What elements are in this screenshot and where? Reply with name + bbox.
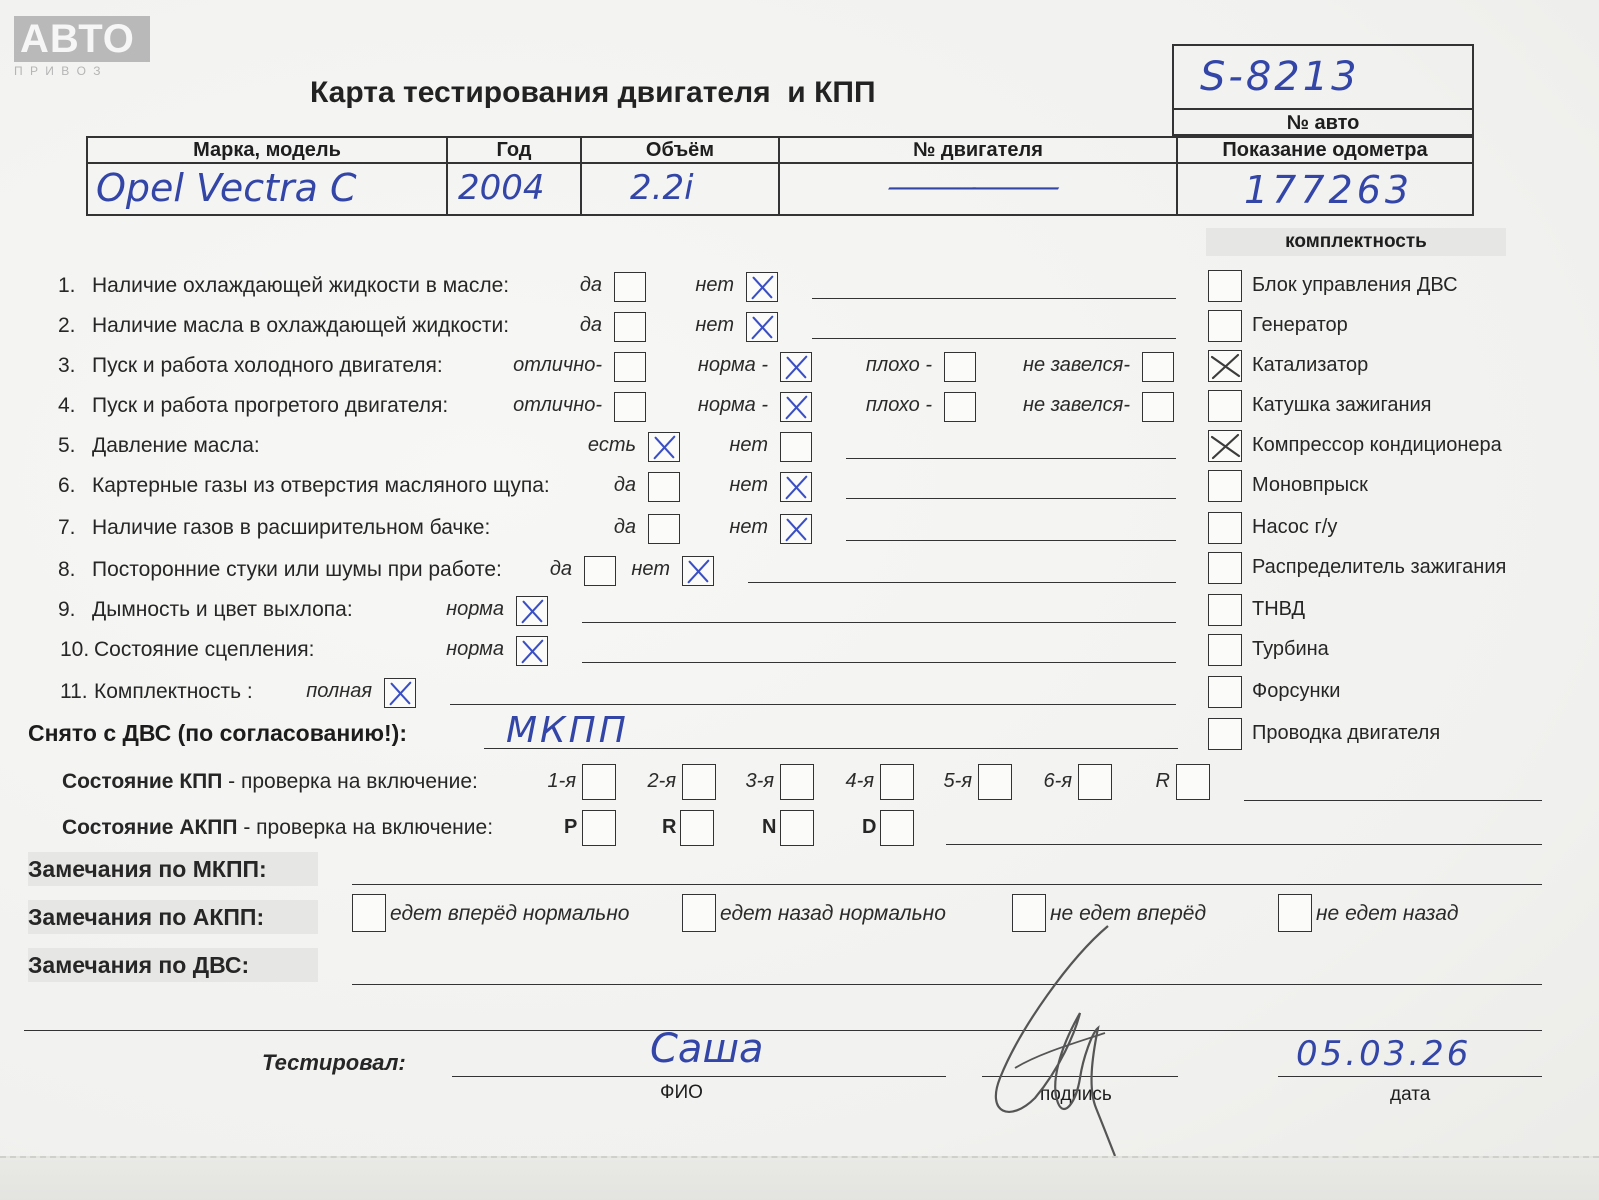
checkbox-checked[interactable] — [780, 472, 812, 502]
row-notes-line — [812, 298, 1176, 299]
row-label: Дымность и цвет выхлопа: — [92, 598, 353, 621]
row-number: 1. — [58, 274, 76, 297]
mkpp-line — [1244, 800, 1542, 801]
gear-label: 2-я — [647, 770, 676, 792]
row-label: Комплектность : — [94, 680, 253, 703]
completeness-checkbox[interactable] — [1208, 470, 1242, 502]
completeness-item-label: Распределитель зажигания — [1252, 556, 1507, 578]
akpp-remark-label: не едет назад — [1316, 902, 1459, 925]
engine-no-value: —— — [884, 170, 1051, 205]
option-label: нет — [695, 274, 734, 296]
akpp-remark-label: едет назад нормально — [720, 902, 946, 925]
row-notes-line — [846, 458, 1176, 459]
col-volume: Объём — [645, 139, 715, 161]
option-label: да — [613, 474, 636, 496]
row-notes-line — [846, 540, 1176, 541]
row-notes-line — [846, 498, 1176, 499]
test-date: 05.03.26 — [1296, 1034, 1472, 1074]
checkbox-checked[interactable] — [746, 312, 778, 342]
akpp-label — [62, 816, 493, 840]
option-label: нет — [729, 474, 768, 496]
make-model-value: Opel Vectra C — [96, 166, 357, 210]
checkbox[interactable] — [1142, 352, 1174, 382]
option-label: да — [579, 274, 602, 296]
completeness-checkbox[interactable] — [1208, 270, 1242, 302]
completeness-title: комплектность — [1206, 228, 1506, 256]
option-label: плохо - — [865, 394, 932, 416]
row-number: 10. — [60, 638, 90, 661]
volume-value: 2.2i — [630, 168, 694, 208]
row-notes-line — [748, 582, 1176, 583]
date-caption: дата — [1390, 1084, 1431, 1105]
akpp-gear-checkbox[interactable] — [780, 810, 814, 846]
option-label: отлично- — [513, 354, 602, 376]
gear-label: 5-я — [943, 770, 972, 792]
removed-value: МКПП — [506, 710, 629, 751]
name-caption: ФИО — [660, 1082, 703, 1103]
completeness-checkbox[interactable] — [1208, 594, 1242, 626]
completeness-item-label: Насос г/у — [1252, 516, 1338, 538]
row-label: Пуск и работа прогретого двигателя: — [92, 394, 449, 417]
akpp-remark-label: не едет вперёд — [1050, 902, 1207, 925]
akpp-gear-label: D — [862, 816, 877, 838]
footer-divider — [24, 1030, 1542, 1031]
vehicle-header-table — [86, 136, 1474, 216]
page-title: Карта тестирования двигателя и КПП — [310, 76, 876, 109]
mkpp-label-bold: Состояние КПП — [62, 770, 223, 793]
removed-label: Снято с ДВС (по согласованию!): — [28, 720, 407, 746]
row-number: 6. — [58, 474, 76, 497]
col-odometer: Показание одометра — [1222, 139, 1428, 161]
checkbox[interactable] — [780, 432, 812, 462]
row-number: 7. — [58, 516, 76, 539]
logo-main: АВТО — [14, 16, 150, 62]
option-label: да — [613, 516, 636, 538]
row-number: 9. — [58, 598, 76, 621]
akpp-gear-checkbox[interactable] — [880, 810, 914, 846]
tested-label: Тестировал: — [262, 1050, 406, 1075]
completeness-item-label: Катушка зажигания — [1252, 394, 1432, 416]
car-number-value: S-8213 — [1200, 54, 1360, 100]
completeness-checkbox-checked[interactable] — [1208, 430, 1242, 462]
option-label: отлично- — [513, 394, 602, 416]
checkbox-checked[interactable] — [384, 678, 416, 708]
completeness-checkbox[interactable] — [1208, 512, 1242, 544]
option-label: нет — [695, 314, 734, 336]
name-line — [452, 1076, 946, 1077]
akpp-line — [946, 844, 1542, 845]
gear-label: 1-я — [547, 770, 576, 792]
akpp-remark-checkbox[interactable] — [682, 894, 716, 932]
akpp-gear-checkbox[interactable] — [582, 810, 616, 846]
logo — [14, 16, 150, 82]
signature-scribble — [980, 918, 1130, 1158]
row-label: Давление масла: — [92, 434, 260, 457]
col-year: Год — [496, 139, 532, 161]
completeness-item-label: Катализатор — [1252, 354, 1369, 376]
row-number: 11. — [60, 680, 88, 703]
row-number: 3. — [58, 354, 76, 377]
completeness-item-label: Блок управления ДВС — [1252, 274, 1458, 296]
option-label: норма — [446, 598, 504, 620]
row-number: 2. — [58, 314, 76, 337]
akpp-gear-checkbox[interactable] — [680, 810, 714, 846]
akpp-gear-label: P — [564, 816, 578, 838]
col-make-model: Марка, модель — [193, 139, 341, 161]
row-label: Наличие масла в охлаждающей жидкости: — [92, 314, 510, 337]
completeness-checkbox[interactable] — [1208, 718, 1242, 750]
completeness-checkbox[interactable] — [1208, 310, 1242, 342]
row-label: Посторонние стуки или шумы при работе: — [92, 558, 502, 581]
completeness-item-label: Моновпрыск — [1252, 474, 1368, 496]
checkbox[interactable] — [1142, 392, 1174, 422]
checkbox-checked[interactable] — [780, 514, 812, 544]
completeness-item-label: Компрессор кондиционера — [1252, 434, 1502, 456]
row-label: Состояние сцепления: — [94, 638, 315, 661]
row-notes-line — [582, 662, 1176, 663]
gear-checkbox[interactable] — [978, 764, 1012, 800]
completeness-item-label: Генератор — [1252, 314, 1348, 336]
completeness-item-label: ТНВД — [1252, 598, 1306, 620]
completeness-checkbox[interactable] — [1208, 390, 1242, 422]
signature-caption: подпись — [1040, 1084, 1112, 1105]
option-label: нет — [729, 516, 768, 538]
gear-label: R — [1155, 770, 1170, 792]
tester-name: Саша — [650, 1026, 764, 1072]
akpp-gear-label: R — [662, 816, 677, 838]
akpp-remark-label: едет вперёд нормально — [390, 902, 630, 925]
completeness-checkbox[interactable] — [1208, 552, 1242, 584]
akpp-remark-checkbox[interactable] — [352, 894, 386, 932]
option-label: плохо - — [865, 354, 932, 376]
row-notes-line — [812, 338, 1176, 339]
row-label: Наличие охлаждающей жидкости в масле: — [92, 274, 510, 297]
row-number: 5. — [58, 434, 76, 457]
option-label: норма - — [697, 354, 768, 376]
option-label: нет — [729, 434, 768, 456]
row-number: 4. — [58, 394, 76, 417]
row-notes-line — [450, 704, 1176, 705]
row-notes-line — [582, 622, 1176, 623]
col-engine-no: № двигателя — [913, 139, 1043, 161]
paper-edge — [0, 1156, 1599, 1200]
akpp-label-rest: - проверка на включение: — [237, 816, 494, 839]
remarks-mkpp-label: Замечания по МКПП: — [28, 852, 318, 886]
completeness-item-label: Форсунки — [1252, 680, 1341, 702]
year-value: 2004 — [458, 168, 545, 208]
option-label: норма - — [697, 394, 768, 416]
option-label: полная — [306, 680, 372, 702]
akpp-label-bold: Состояние АКПП — [62, 816, 238, 839]
car-number-label: № авто — [1174, 108, 1472, 136]
date-line — [1278, 1076, 1542, 1077]
gear-label: 4-я — [845, 770, 874, 792]
checkbox-checked[interactable] — [746, 272, 778, 302]
removed-line — [484, 748, 1178, 749]
checkbox-checked[interactable] — [516, 636, 548, 666]
gear-label: 6-я — [1043, 770, 1072, 792]
completeness-checkbox-checked[interactable] — [1208, 350, 1242, 382]
row-label: Пуск и работа холодного двигателя: — [92, 354, 443, 377]
remarks-dvs-label: Замечания по ДВС: — [28, 948, 318, 982]
option-label: норма — [446, 638, 504, 660]
remarks-dvs-line — [352, 984, 1542, 985]
gear-checkbox[interactable] — [582, 764, 616, 800]
option-label: да — [549, 558, 572, 580]
car-number-box — [1172, 44, 1474, 136]
mkpp-label — [62, 770, 478, 794]
completeness-item-label: Турбина — [1252, 638, 1329, 660]
option-label: да — [579, 314, 602, 336]
row-label: Картерные газы из отверстия масляного щупа: — [92, 474, 550, 497]
completeness-item-label: Проводка двигателя — [1252, 722, 1441, 744]
checkbox-checked[interactable] — [682, 556, 714, 586]
gear-checkbox[interactable] — [1176, 764, 1210, 800]
akpp-gear-label: N — [762, 816, 777, 838]
akpp-remark-checkbox[interactable] — [1278, 894, 1312, 932]
checkbox-checked[interactable] — [516, 596, 548, 626]
row-label: Наличие газов в расширительном бачке: — [92, 516, 491, 539]
row-number: 8. — [58, 558, 76, 581]
completeness-checkbox[interactable] — [1208, 634, 1242, 666]
odometer-value: 177263 — [1244, 168, 1414, 212]
option-label: нет — [631, 558, 670, 580]
option-label: не завелся- — [1023, 394, 1130, 416]
gear-label: 3-я — [745, 770, 774, 792]
remarks-mkpp-line — [352, 884, 1542, 885]
logo-sub: П Р И В О З — [14, 64, 103, 78]
gear-checkbox[interactable] — [780, 764, 814, 800]
completeness-checkbox[interactable] — [1208, 676, 1242, 708]
remarks-akpp-label: Замечания по АКПП: — [28, 900, 318, 934]
option-label: есть — [587, 434, 636, 456]
mkpp-label-rest: - проверка на включение: — [222, 770, 478, 793]
option-label: не завелся- — [1023, 354, 1130, 376]
